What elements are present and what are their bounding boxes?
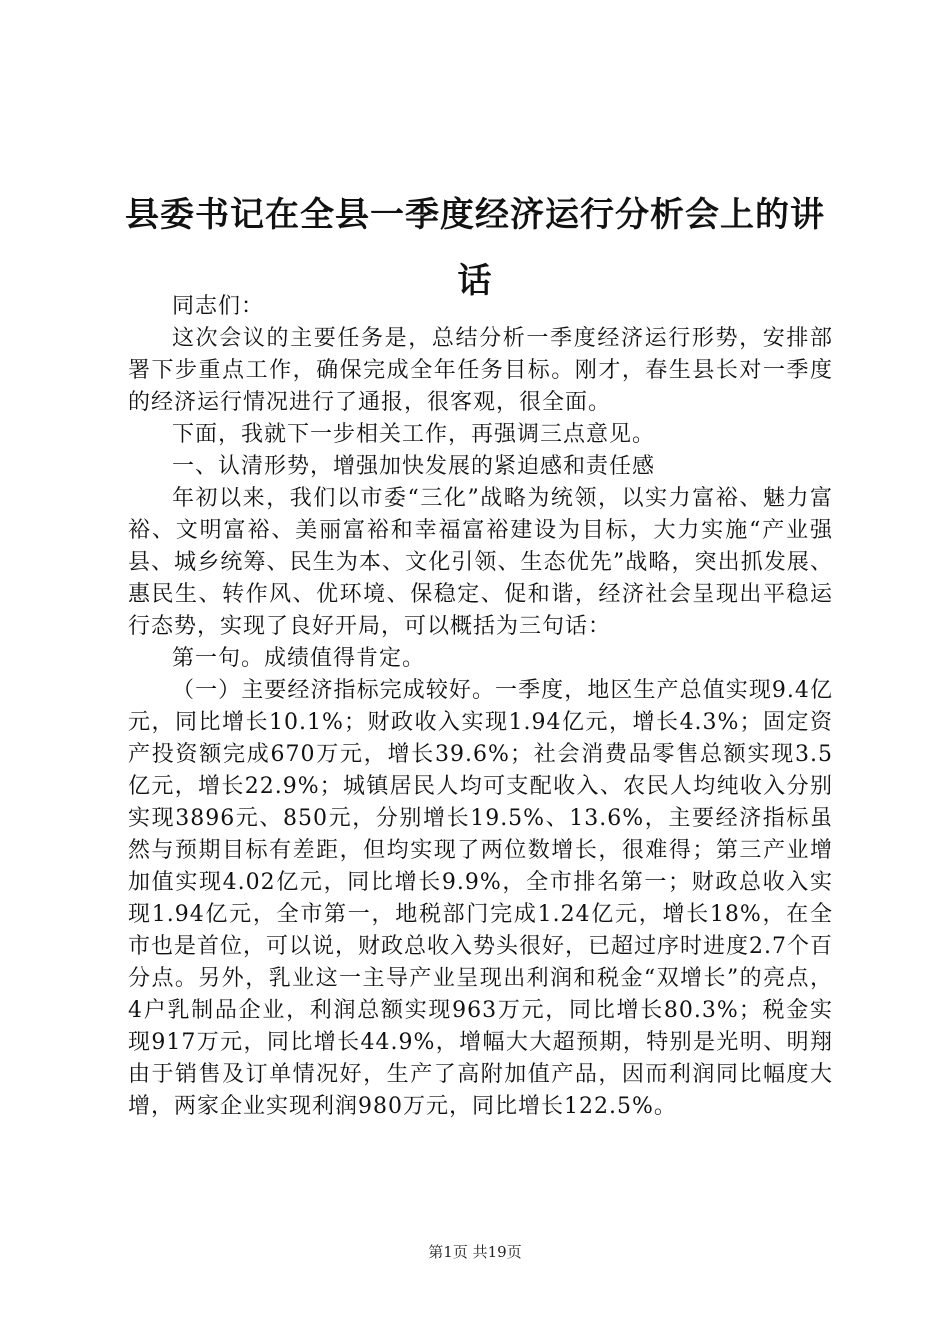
salutation: 同志们： bbox=[172, 294, 265, 319]
paragraph-overview: 年初以来，我们以市委“三化”战略为统领，以实力富裕、魅力富裕、文明富裕、美丽富裕和幸福富裕建设为目标，大力实施“产业强县、城乡统筹、民生为本、文化引领、生态优先”战略，突出抓发展、惠民生、转作风、优环境、保稳定、促和谐，经济社会呈现出平稳运行态势，实现了良好开局，可以概括为三句话： bbox=[128, 486, 833, 639]
paragraph-economic-indicators: （一）主要经济指标完成较好。一季度，地区生产总值实现9.4亿元，同比增长10.1%；财政收入实现1.94亿元，增长4.3%；固定资产投资额完成670万元，增长39.6%；社会消费品零售总额实现3.5亿元，增长22.9%；城镇居民人均可支配收入、农民人均纯收入分别实现3896元、850元，分别增长19.5%、13.6%，主要经济指标虽然与预期目标有差距，但均实现了两位数增长，很难得；第三产业增加值实现4.02亿元，同比增长9.9%，全市排名第一；财政总收入实现1.94亿元，全市第一，地税部门完成1.24亿元，增长18%，在全市也是首位，可以说，财政总收入势头很好，已超过序时进度2.7个百分点。另外，乳业这一主导产业呈现出利润和税金“双增长”的亮点，4户乳制品企业，利润总额实现963万元，同比增长80.3%；税金实现917万元，同比增长44.9%，增幅大大超预期，特别是光明、明翔由于销售及订单情况好，生产了高附加值产品，因而利润同比幅度大增，两家企业实现利润980万元，同比增长122.5%。 bbox=[128, 678, 833, 1119]
paragraph-three-points: 下面，我就下一步相关工作，再强调三点意见。 bbox=[172, 422, 656, 447]
paragraph-meeting-purpose: 这次会议的主要任务是，总结分析一季度经济运行形势，安排部署下步重点工作，确保完成全年任务目标。刚才，春生县长对一季度的经济运行情况进行了通报，很客观，很全面。 bbox=[128, 326, 833, 415]
page-number-footer: 第1页 共19页 bbox=[428, 1243, 522, 1261]
document-title: 县委书记在全县一季度经济运行分析会上的讲话 bbox=[125, 195, 825, 301]
paragraph-first-sentence: 第一句。成绩值得肯定。 bbox=[172, 646, 426, 671]
section-heading-one: 一、认清形势，增强加快发展的紧迫感和责任感 bbox=[172, 454, 656, 479]
document-body bbox=[128, 291, 833, 1123]
